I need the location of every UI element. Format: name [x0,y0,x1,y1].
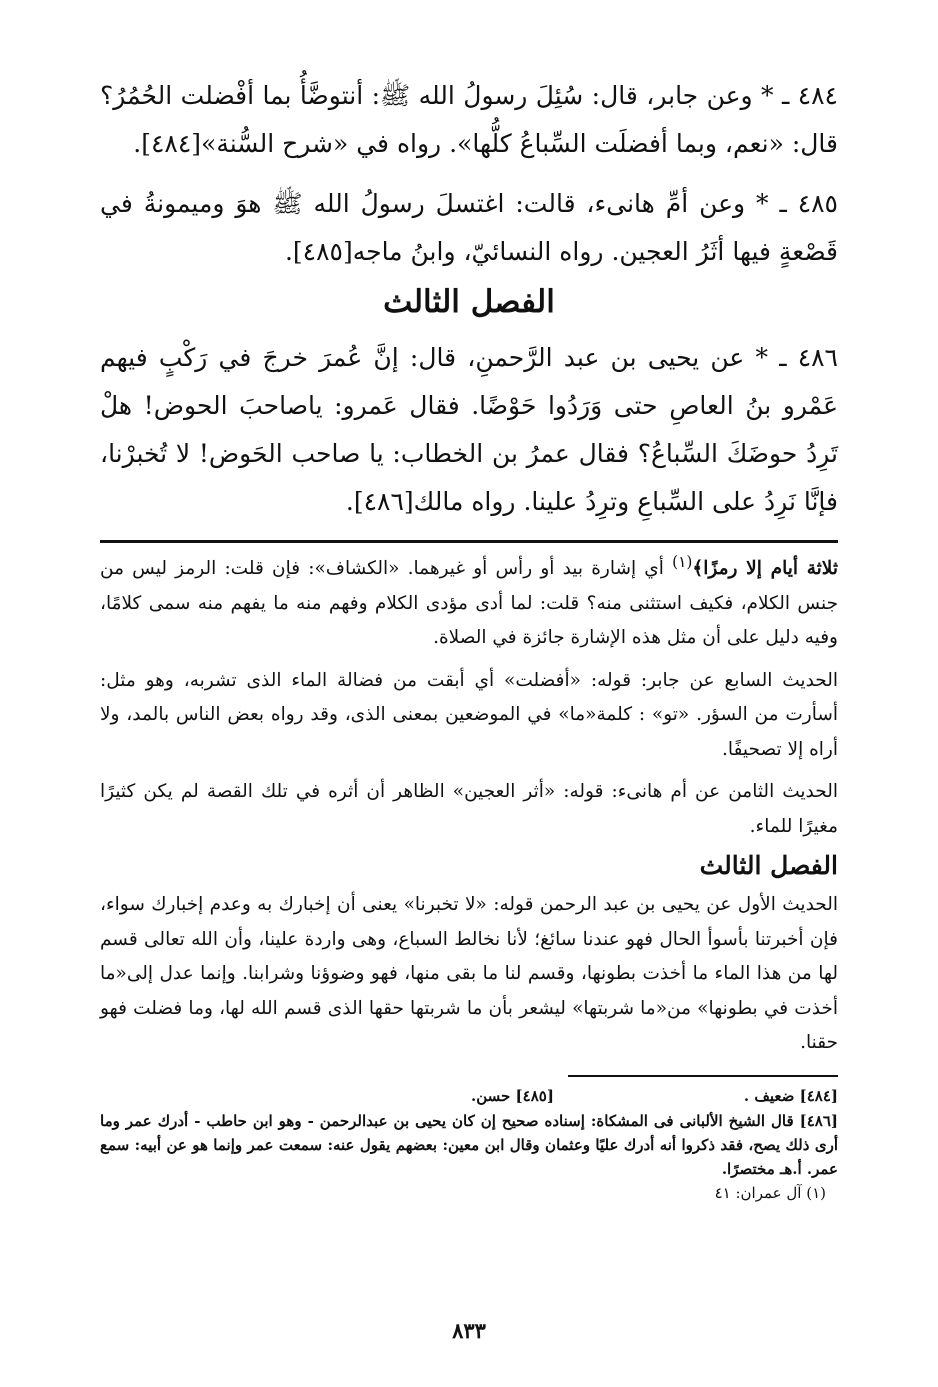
footnote-marker: (١) [672,553,693,571]
section-title: الفصل الثالث [383,284,555,320]
hadith-485: ٤٨٥ ـ * وعن أمِّ هانىء، قالت: اغتسلَ رسولُ الله ﷺ هوَ وميمونةُ في قَصْعةٍ فيها أثَرُ العجين. رواه النسائيّ، وابنُ ماجه[٤٨٥]. [100,189,838,266]
commentary-quote: ثلاثة أيام إلا رمزًا﴾ [692,558,838,580]
hadith-484: ٤٨٤ ـ * وعن جابر، قال: سُئِلَ رسولُ الله ﷺ: أنتوضَّأُ بما أفْضلت الحُمُرُ؟ قال: «نعم، وبما أفضلَت السِّباعُ كلُّها». رواه في «شرح السُّنة»[٤٨٤]. [100,81,838,158]
commentary-section-title: الفصل الثالث [699,851,838,881]
commentary-paragraph-1 [100,545,838,656]
footnote-reference: (١) آل عمران: ٤١ [714,1183,826,1202]
commentary-paragraph-3: الحديث الثامن عن أم هانىء: قوله: «أثر العجين» الظاهر أن أثره في تلك القصة لم يكن كثيرًا مغيرًا للماء. [100,781,838,837]
commentary-divider [100,540,838,543]
commentary-paragraph-2: الحديث السابع عن جابر: قوله: «أفضلت» أي أبقت من فضالة الماء الذى تشربه، وهو مثل: أسأرت من السؤر. «تو» : كلمة«ما» في الموضعين بمعنى الذى، وقد رواه بعض الناس بالمد، ولا أراه إلا تصحيفًا. [100,669,838,760]
footnote-divider [568,1075,838,1077]
grade-485: [٤٨٥] حسن. [471,1086,554,1105]
page-number: ٨٣٣ [452,1318,486,1343]
commentary-text: أي إشارة بيد أو رأس أو غيرهما. «الكشاف»: فإن قلت: الرمز ليس من جنس الكلام، فكيف استثنى منه؟ قلت: لما أدى مؤدى الكلام وفهم منه ما يفهم منه سمى كلامًا، وفيه دليل على أن مثل هذه الإشارة جائزة في الصلاة. [100,558,838,649]
footnote-486: [٤٨٦] قال الشيخ الألبانى فى المشكاة: إسناده صحيح إن كان يحيى بن عبدالرحمن - وهو ابن حاطب - أدرك عمر وما أرى ذلك يصح، فقد ذكروا أنه أدرك عليًا وعثمان وقال ابن معين: بعضهم يقول عنه: سمعت عمر وإنما هو عن أبيه: سمع عمر. أ.هـ مختصرًا. [100,1111,838,1178]
grade-484: [٤٨٤] ضعيف . [743,1086,838,1105]
hadith-grades [100,1083,838,1109]
hadith-486: ٤٨٦ ـ * عن يحيى بن عبد الرَّحمنِ، قال: إنَّ عُمرَ خرجَ في رَكْبٍ فيهم عَمْرو بنُ العاصِ حتى وَرَدُوا حَوْضًا. فقال عَمرو: ياصاحبَ الحوض! هلْ تَرِدُ حوضَكَ السِّباعُ؟ فقال عمرُ بن الخطاب: يا صاحب الحَوض! لا تُخبرْنا، فإنَّا نَرِدُ على السِّباعِ وترِدُ علينا. رواه مالك[٤٨٦]. [100,343,838,516]
commentary-paragraph-4: الحديث الأول عن يحيى بن عبد الرحمن قوله: «لا تخبرنا» يعنى أن إخبارك به وعدم إخبارك سواء، فإن أخبرتنا بأسوأ الحال فهو عندنا سائغ؛ لأنا نخالط السباع، وهى واردة علينا، وأن الله تعالى قسم لها من هذا الماء ما أخذت بطونها، وقسم لنا ما بقى منها، فهو وضوؤنا وشرابنا. وإنما عدل إلى«ما أخذت في بطونها» من«ما شربتها» ليشعر بأن ما شربتها حقها الذى قسم الله لها، وما فضلت فهو حقنا. [100,894,838,1054]
